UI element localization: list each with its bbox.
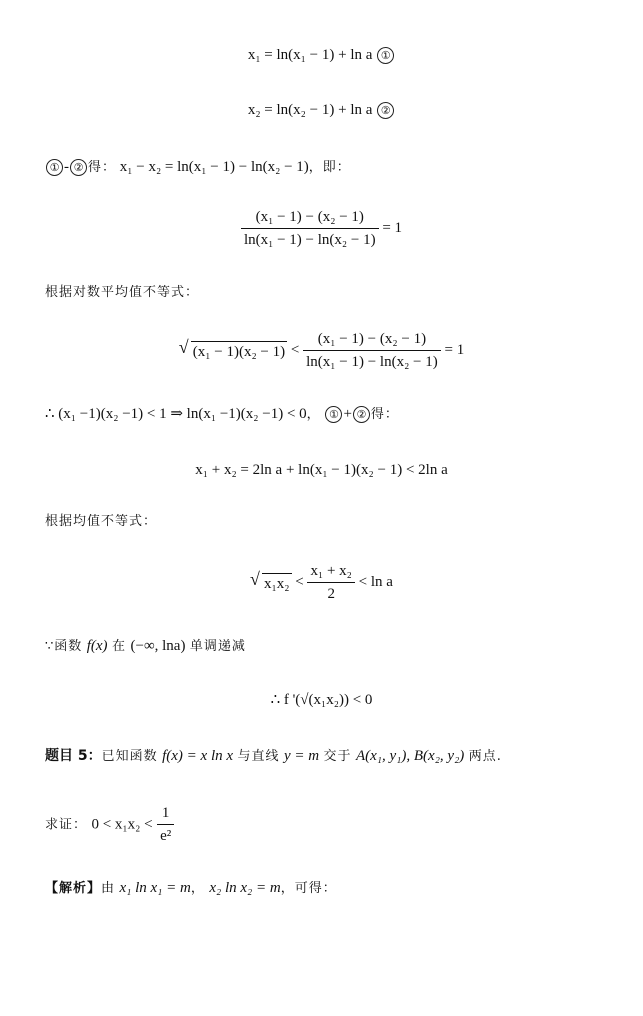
subtract-step (45, 157, 351, 178)
circled-marker-2: ② (70, 159, 87, 176)
monotonic-statement (45, 636, 246, 657)
equation-1-text: x₁ = ln(x₁ − 1) + ln a (247, 47, 373, 63)
square-root: √ (x₁ − 1)(x₂ − 1) (178, 336, 286, 360)
radicand: x₁x₂ (262, 573, 291, 593)
step-expression: x₁ − x₂ = ln(x₁ − 1) − ln(x₂ − 1) (119, 159, 309, 175)
prove-expression: 0 < x₁x₂ < (91, 816, 153, 833)
equation-2 (0, 100, 643, 120)
equation-2-text: x₂ = ln(x₂ − 1) + ln a (247, 102, 373, 118)
circled-marker-2: ② (353, 406, 370, 423)
points-expression: A(x₁, y₁), B(x₂, y₂) (355, 748, 465, 764)
analysis-expression: x₂ ln x₂ = m (209, 880, 281, 896)
statement-text: 在 (112, 639, 127, 654)
section-label: 根据均值不等式： (45, 514, 158, 529)
fraction (303, 330, 441, 371)
section-label: 根据对数平均值不等式： (45, 285, 200, 300)
circled-marker-1: ① (325, 406, 342, 423)
circled-marker-1: ① (377, 47, 394, 64)
function-expression: f(x) = x ln x (162, 748, 234, 764)
statement-text: 单调递减 (189, 639, 246, 654)
step-expression: ∴ (x₁ −1)(x₂ −1) < 1 ⇒ ln(x₁ −1)(x₂ −1) < 0 (45, 406, 307, 422)
analysis-text: 由 (101, 881, 116, 896)
analysis (45, 878, 337, 899)
plus-sign: + (343, 406, 352, 422)
less-than: < (295, 573, 304, 590)
problem-text: 两点. (468, 749, 502, 764)
sum-equation: x₁ + x₂ = 2ln a + ln(x₁ − 1)(x₂ − 1) < 2ln a (195, 462, 448, 478)
fraction-numerator: 1 (157, 804, 174, 825)
fraction-denominator: ln(x₁ − 1) − ln(x₂ − 1) (306, 354, 438, 370)
circled-marker-2: ② (377, 102, 394, 119)
product-step (45, 404, 399, 425)
fraction (241, 208, 379, 249)
radicand: (x₁ − 1)(x₂ − 1) (191, 341, 287, 361)
problem-label: 题目 5： (45, 748, 102, 764)
problem-text: 交于 (323, 749, 352, 764)
fraction-numerator: x₁ + x₂ (307, 562, 354, 583)
fraction (307, 562, 354, 603)
mean-inequality (0, 562, 643, 603)
line-expression: y = m (283, 748, 320, 764)
statement-text: ∵函数 (45, 639, 83, 654)
function-name: f(x) (86, 638, 108, 654)
fraction (157, 804, 174, 845)
problem-text: 与直线 (237, 749, 280, 764)
analysis-label: 【解析】 (45, 881, 102, 896)
minus-sign: - (64, 159, 69, 175)
problem-5 (45, 746, 502, 767)
fraction-denominator: ln(x₁ − 1) − ln(x₂ − 1) (243, 232, 376, 248)
interval: (−∞, lna) (130, 638, 186, 654)
analysis-expression: x₁ ln x₁ = m (119, 880, 191, 896)
inequality-rhs: = 1 (444, 341, 465, 358)
equation-1 (0, 45, 643, 65)
less-than: < (290, 341, 300, 358)
step-text: 得： (88, 160, 117, 175)
fraction-rhs: = 1 (382, 219, 403, 236)
separator: ， (190, 881, 205, 896)
fraction-equation (0, 208, 643, 249)
analysis-text: ，可得： (280, 881, 337, 896)
circled-marker-1: ① (46, 159, 63, 176)
inequality-rhs: < ln a (358, 573, 393, 590)
square-root: √ x₁x₂ (250, 568, 290, 592)
fraction-denominator: e² (160, 828, 172, 844)
derivative-inequality: ∴ f '(√(x₁x₂)) < 0 (270, 692, 373, 708)
prove-statement (45, 804, 174, 845)
fraction-numerator: (x₁ − 1) − (x₂ − 1) (303, 330, 441, 351)
step-tail: 得： (370, 407, 399, 422)
fraction-denominator: 2 (327, 586, 335, 602)
step-tail: ，即： (308, 160, 351, 175)
separator: ， (306, 407, 321, 422)
fraction-numerator: (x₁ − 1) − (x₂ − 1) (241, 208, 379, 229)
problem-text: 已知函数 (101, 749, 158, 764)
log-mean-inequality (0, 330, 643, 371)
prove-label: 求证： (45, 817, 88, 833)
